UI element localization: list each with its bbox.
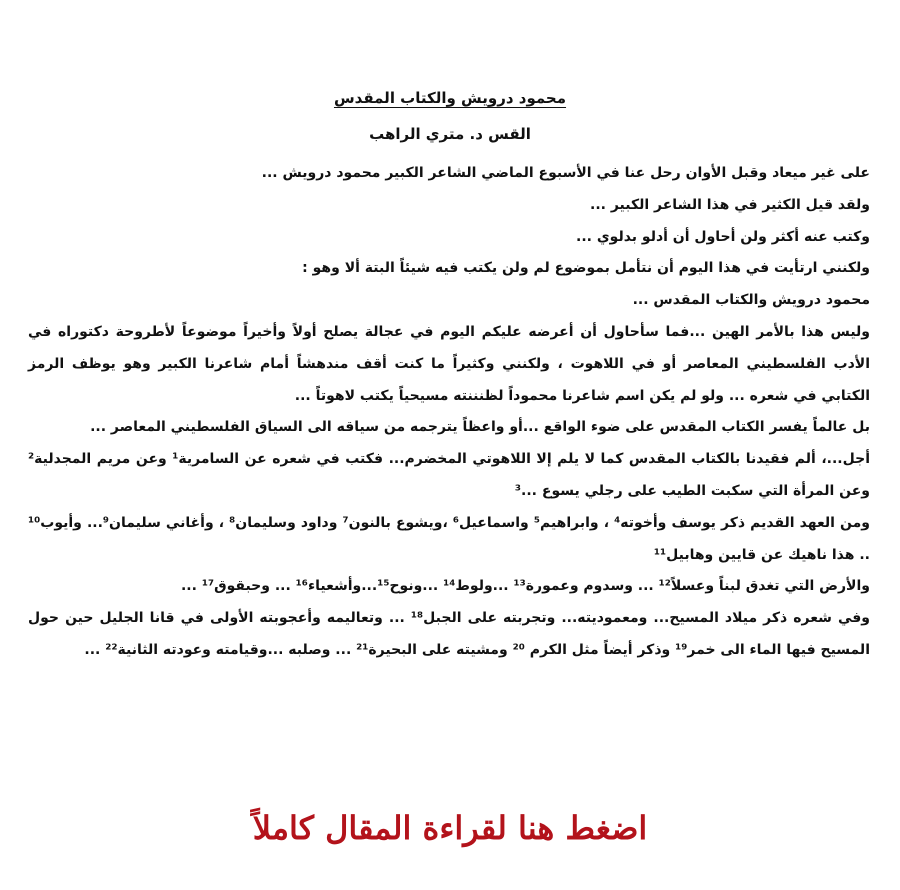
paragraph: وفي شعره ذكر ميلاد المسيح... ومعموديته... وتجربته على الجبل¹⁸ ... وتعاليمه وأعجوبته الأولى في قانا الجليل حين حول المسيح فيها الماء الى خمر¹⁹ وذكر أيضاً مثل الكرم ²⁰ ومشيته على البحيرة²¹ ... وصلبه ...وقيامته وعودته الثانية²² ... xyxy=(28,610,870,658)
paragraph: ولقد قيل الكثير في هذا الشاعر الكبير ... xyxy=(590,196,870,213)
article-title-text: محمود درويش والكتاب المقدس xyxy=(333,89,567,107)
paragraph: وكتب عنه أكثر ولن أحاول أن أدلو بدلوي ... xyxy=(576,228,870,245)
read-full-article-link[interactable]: اضغط هنا لقراءة المقال كاملاً xyxy=(252,809,648,847)
paragraph: والأرض التي تغدق لبناً وعسلاً¹² ... وسدوم وعمورة¹³ ...ولوط¹⁴ ...ونوح¹⁵...وأشعياء¹⁶ ... وحبقوق¹⁷ ... xyxy=(180,578,870,595)
article-body xyxy=(28,158,870,667)
paragraph: أجل...، ألم فقيدنا بالكتاب المقدس كما لا يلم إلا اللاهوتي المخضرم... فكتب في شعره عن السامرية¹ وعن مريم المجدلية² وعن المرأة التي سكبت الطيب على رجلي يسوع ...³ xyxy=(28,451,871,499)
paragraph: ومن العهد القديم ذكر يوسف وأخوته⁴ ، وابراهيم⁵ واسماعيل⁶ ،ويشوع بالنون⁷ وداود وسليمان⁸ ، وأغاني سليمان⁹... وأيوب¹⁰ .. هذا ناهيك عن قايين وهابيل¹¹ xyxy=(28,514,871,563)
paragraph: ولكنني ارتأيت في هذا اليوم أن نتأمل بموضوع لم ولن يكتب فيه شيئاً البتة ألا وهو : xyxy=(302,260,870,277)
paragraph: على غير ميعاد وقبل الأوان رحل عنا في الأسبوع الماضي الشاعر الكبير محمود درويش ... xyxy=(261,165,870,181)
paragraph: وليس هذا بالأمر الهين ...فما سأحاول أن أعرضه عليكم اليوم في عجالة يصلح أولاً وأخيراً موضوعاً لأطروحة دكتوراه في الأدب الفلسطيني المعاصر أو في اللاهوت ، ولكنني وكثيراً ما كنت أقف مندهشاً أمام شاعرنا الكبير وهو يوظف الرمز الكتابي في شعره ... ولو لم يكن اسم شاعرنا محموداً لظنننته مسيحياً يكتب لاهوتاً ... xyxy=(28,323,870,404)
paragraph: محمود درويش والكتاب المقدس ... xyxy=(632,292,870,309)
article-author: القس د. متري الراهب xyxy=(369,125,531,143)
paragraph: بل عالماً يفسر الكتاب المقدس على ضوء الواقع ...أو واعظاً يترجمه من سياقه الى السياق الفلسطيني المعاصر ... xyxy=(90,419,870,436)
article-title xyxy=(0,88,900,108)
